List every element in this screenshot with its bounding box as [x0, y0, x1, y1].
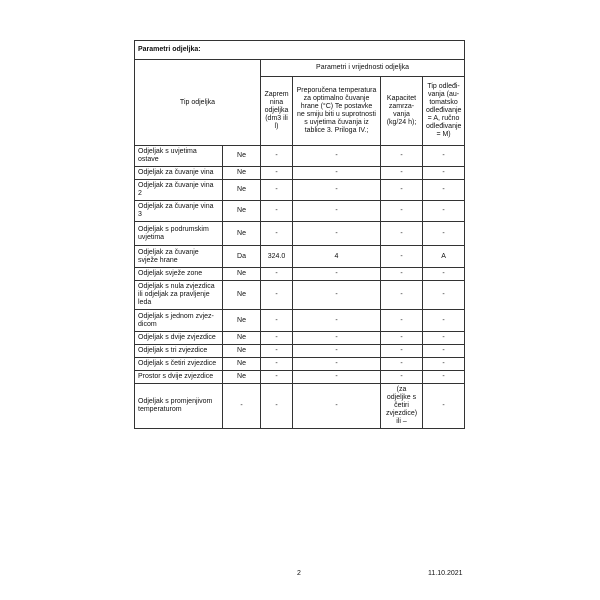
compartment-type-cell: Odjeljak svježe zone	[135, 268, 223, 281]
defrost-type-cell: -	[423, 222, 465, 246]
volume-column-header: Zaprem nina odjeljka (dm3 ili l)	[261, 77, 293, 146]
parameters-group-header: Parametri i vrijednosti odjeljka	[261, 60, 465, 77]
freezing-capacity-column-header: Kapacitet zamrzavanja (kg/24 h);	[381, 77, 423, 146]
table-row	[135, 310, 465, 332]
freezing-capacity-cell: -	[381, 222, 423, 246]
freezing-capacity-cell: -	[381, 358, 423, 371]
temperature-column-header: Preporučena temperatura za optimalno čuvanje hrane (°C) Te postavke ne smiju biti u suprotnosti s uvjetima čuvanja iz tablice 3. Priloga IV.;	[293, 77, 381, 146]
table-title: Parametri odjeljka:	[135, 41, 465, 60]
compartment-type-cell: Odjeljak s promjenjivom temperaturom	[135, 384, 223, 429]
document-date: 11.10.2021	[428, 570, 463, 577]
temperature-cell: -	[293, 201, 381, 222]
presence-cell: Da	[223, 246, 261, 268]
freezing-capacity-cell: -	[381, 310, 423, 332]
volume-cell: -	[261, 201, 293, 222]
presence-cell: Ne	[223, 345, 261, 358]
compartment-type-cell: Prostor s dvije zvjezdice	[135, 371, 223, 384]
volume-cell: -	[261, 371, 293, 384]
volume-cell: -	[261, 281, 293, 310]
freezing-capacity-cell: -	[381, 146, 423, 167]
temperature-cell: -	[293, 310, 381, 332]
table-row	[135, 201, 465, 222]
title-row	[135, 41, 465, 60]
table-row	[135, 384, 465, 429]
compartment-type-cell: Odjeljak s jednom zvjezdicom	[135, 310, 223, 332]
freezing-capacity-cell: -	[381, 246, 423, 268]
temperature-cell: -	[293, 358, 381, 371]
defrost-type-column-header: Tip odleđivanja (automatsko odleđivanje = A, ručno odleđivanje = M)	[423, 77, 465, 146]
defrost-type-cell: -	[423, 180, 465, 201]
volume-cell: -	[261, 310, 293, 332]
defrost-type-cell: -	[423, 384, 465, 429]
compartment-type-cell: Odjeljak za čuvanje vina 3	[135, 201, 223, 222]
table-row	[135, 146, 465, 167]
presence-cell: Ne	[223, 332, 261, 345]
compartment-type-cell: Odjeljak s podrumskim uvjetima	[135, 222, 223, 246]
table-row	[135, 246, 465, 268]
compartment-type-cell: Odjeljak za čuvanje svježe hrane	[135, 246, 223, 268]
temperature-cell: -	[293, 345, 381, 358]
compartment-type-header: Tip odjeljka	[135, 60, 261, 146]
volume-cell: -	[261, 384, 293, 429]
compartment-type-cell: Odjeljak s dvije zvjezdice	[135, 332, 223, 345]
defrost-type-cell: -	[423, 146, 465, 167]
compartment-type-cell: Odjeljak s četiri zvjezdice	[135, 358, 223, 371]
presence-cell: Ne	[223, 180, 261, 201]
volume-cell: -	[261, 180, 293, 201]
table-row	[135, 222, 465, 246]
volume-cell: -	[261, 332, 293, 345]
temperature-cell: -	[293, 281, 381, 310]
compartment-type-cell: Odjeljak za čuvanje vina 2	[135, 180, 223, 201]
temperature-cell: -	[293, 332, 381, 345]
compartment-type-cell: Odjeljak s nula zvjezdica ili odjeljak za pravljenje leda	[135, 281, 223, 310]
temperature-cell: -	[293, 268, 381, 281]
compartment-type-cell: Odjeljak za čuvanje vina	[135, 167, 223, 180]
freezing-capacity-cell: -	[381, 281, 423, 310]
presence-cell: Ne	[223, 358, 261, 371]
temperature-cell: -	[293, 371, 381, 384]
defrost-type-cell: -	[423, 268, 465, 281]
temperature-cell: -	[293, 384, 381, 429]
temperature-cell: 4	[293, 246, 381, 268]
compartment-type-cell: Odjeljak s uvjetima ostave	[135, 146, 223, 167]
temperature-cell: -	[293, 146, 381, 167]
table-row	[135, 180, 465, 201]
volume-cell: -	[261, 358, 293, 371]
presence-cell: Ne	[223, 201, 261, 222]
defrost-type-cell: -	[423, 201, 465, 222]
freezing-capacity-cell: -	[381, 371, 423, 384]
volume-cell: -	[261, 345, 293, 358]
table-row	[135, 345, 465, 358]
defrost-type-cell: -	[423, 345, 465, 358]
table-row	[135, 268, 465, 281]
defrost-type-cell: A	[423, 246, 465, 268]
presence-cell: Ne	[223, 167, 261, 180]
presence-cell: Ne	[223, 222, 261, 246]
page-number: 2	[297, 570, 301, 577]
volume-cell: -	[261, 167, 293, 180]
defrost-type-cell: -	[423, 310, 465, 332]
volume-cell: -	[261, 146, 293, 167]
table-row	[135, 358, 465, 371]
temperature-cell: -	[293, 167, 381, 180]
defrost-type-cell: -	[423, 167, 465, 180]
defrost-type-cell: -	[423, 281, 465, 310]
volume-cell: -	[261, 222, 293, 246]
presence-cell: Ne	[223, 146, 261, 167]
freezing-capacity-cell: -	[381, 167, 423, 180]
table-row	[135, 332, 465, 345]
freezing-capacity-cell: -	[381, 180, 423, 201]
volume-cell: 324.0	[261, 246, 293, 268]
header-row-1	[135, 60, 465, 77]
presence-cell: -	[223, 384, 261, 429]
presence-cell: Ne	[223, 310, 261, 332]
freezing-capacity-cell: (za odjeljke s četiri zvjezdice) ili –	[381, 384, 423, 429]
temperature-cell: -	[293, 180, 381, 201]
compartment-parameters-table	[134, 40, 465, 429]
table-row	[135, 371, 465, 384]
table-row	[135, 281, 465, 310]
presence-cell: Ne	[223, 268, 261, 281]
freezing-capacity-cell: -	[381, 268, 423, 281]
freezing-capacity-cell: -	[381, 332, 423, 345]
freezing-capacity-cell: -	[381, 201, 423, 222]
presence-cell: Ne	[223, 281, 261, 310]
volume-cell: -	[261, 268, 293, 281]
defrost-type-cell: -	[423, 332, 465, 345]
defrost-type-cell: -	[423, 371, 465, 384]
temperature-cell: -	[293, 222, 381, 246]
compartment-type-cell: Odjeljak s tri zvjezdice	[135, 345, 223, 358]
freezing-capacity-cell: -	[381, 345, 423, 358]
table-row	[135, 167, 465, 180]
presence-cell: Ne	[223, 371, 261, 384]
defrost-type-cell: -	[423, 358, 465, 371]
